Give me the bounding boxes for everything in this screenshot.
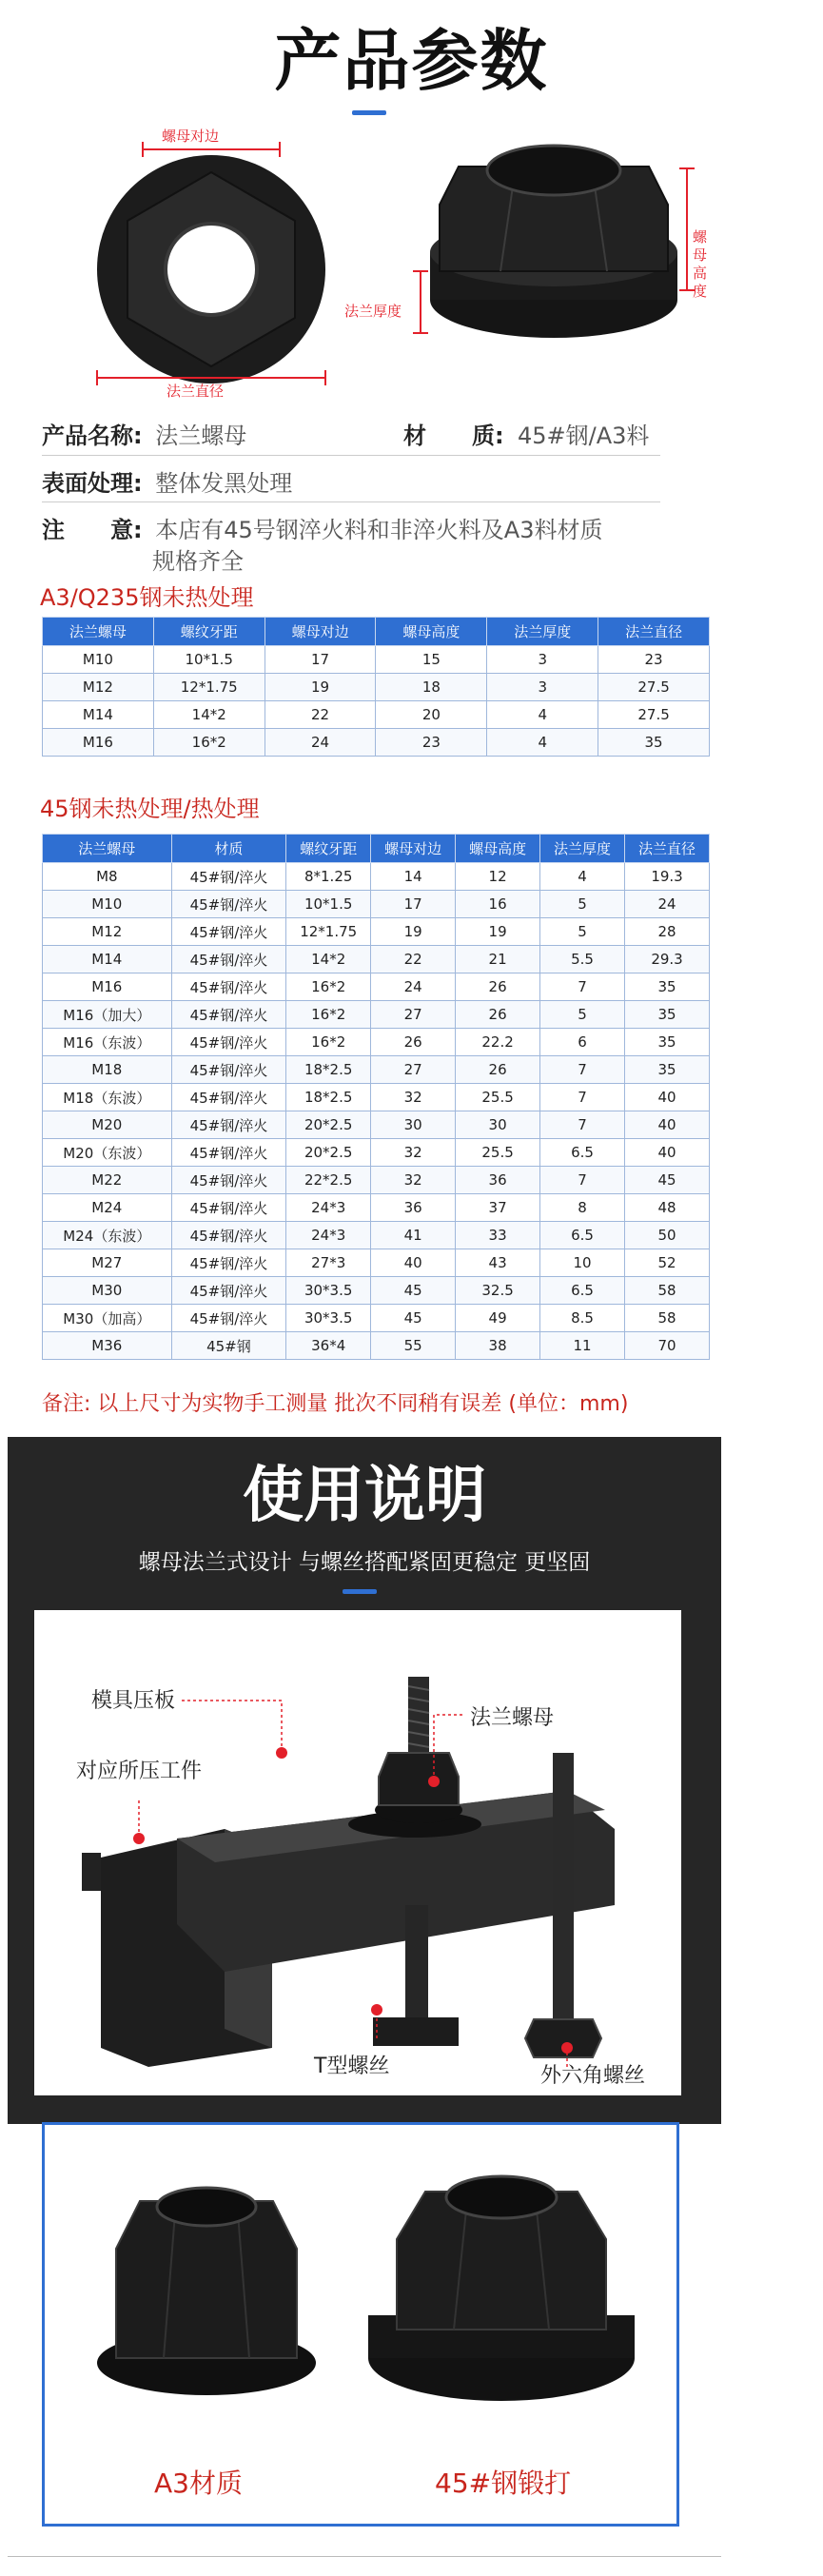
table-cell: 10: [540, 1249, 625, 1277]
table-cell: 45#钢/淬火: [171, 1029, 286, 1056]
table-cell: 27.5: [598, 701, 710, 729]
table-cell: 48: [625, 1194, 710, 1222]
table-cell: M12: [43, 674, 154, 701]
table-cell: 24: [265, 729, 376, 757]
table-cell: 45: [625, 1167, 710, 1194]
table-cell: M20（东波）: [43, 1139, 172, 1167]
table-cell: 58: [625, 1277, 710, 1305]
column-header: 材质: [171, 835, 286, 863]
table1-heading: A3/Q235钢未热处理: [40, 584, 254, 611]
table-cell: 21: [456, 946, 540, 973]
divider: [8, 2556, 721, 2557]
table-cell: M8: [43, 863, 172, 891]
table-cell: 27: [371, 1001, 456, 1029]
table-cell: 19: [371, 918, 456, 946]
usage-illustration-panel: [34, 1610, 681, 2095]
callout-workpiece: 对应所压工件: [76, 1760, 203, 1783]
table-cell: M12: [43, 918, 172, 946]
table-cell: 45#钢/淬火: [171, 918, 286, 946]
table-cell: 18*2.5: [286, 1084, 371, 1111]
table-cell: 24: [371, 973, 456, 1001]
table-cell: 20*2.5: [286, 1139, 371, 1167]
table-cell: 22: [371, 946, 456, 973]
table-cell: 45#钢/淬火: [171, 1084, 286, 1111]
table-cell: 49: [456, 1305, 540, 1332]
column-header: 螺纹牙距: [153, 618, 265, 646]
table-row: [43, 1167, 710, 1194]
table-cell: 17: [371, 891, 456, 918]
table-row: [43, 1194, 710, 1222]
table-cell: M10: [43, 646, 154, 674]
table-cell: 45#钢/淬火: [171, 891, 286, 918]
table-cell: 24: [625, 891, 710, 918]
table-cell: 15: [376, 646, 487, 674]
table-cell: 55: [371, 1332, 456, 1360]
table-cell: 14: [371, 863, 456, 891]
table-cell: 45#钢/淬火: [171, 1001, 286, 1029]
table-cell: M18: [43, 1056, 172, 1084]
column-header: 法兰螺母: [43, 835, 172, 863]
callout-flange-nut: 法兰螺母: [470, 1706, 555, 1730]
table-row: [43, 1249, 710, 1277]
table-cell: M14: [43, 701, 154, 729]
table-cell: 43: [456, 1249, 540, 1277]
table-cell: 45#钢/淬火: [171, 1305, 286, 1332]
label-across-flats: 螺母对边: [162, 128, 220, 145]
usage-underline: [343, 1589, 377, 1594]
material-nuts-photo: [45, 2125, 676, 2524]
table-cell: M30（加高）: [43, 1305, 172, 1332]
measurement-note: 备注: 以上尺寸为实物手工测量 批次不同稍有误差 (单位：mm): [42, 1392, 629, 1416]
table-cell: 18*2.5: [286, 1056, 371, 1084]
table-cell: 40: [371, 1249, 456, 1277]
table-row: [43, 1222, 710, 1249]
table-cell: 25.5: [456, 1139, 540, 1167]
column-header: 法兰厚度: [487, 618, 598, 646]
table-cell: 22: [265, 701, 376, 729]
table-cell: 16*2: [286, 973, 371, 1001]
spec-row-surface: [42, 464, 660, 498]
label-flange-diameter: 法兰直径: [167, 383, 225, 400]
table-cell: 45#钢/淬火: [171, 946, 286, 973]
spec-label: 注 意:: [42, 517, 143, 543]
table-cell: M24（东波）: [43, 1222, 172, 1249]
table-cell: 4: [540, 863, 625, 891]
table-cell: 36: [371, 1194, 456, 1222]
table-cell: 38: [456, 1332, 540, 1360]
table-cell: 18: [376, 674, 487, 701]
table-cell: 45#钢/淬火: [171, 973, 286, 1001]
spec-label: 表面处理:: [42, 470, 143, 497]
table-cell: 26: [371, 1029, 456, 1056]
spec-row-name: [42, 417, 660, 450]
spec-table-a3: [42, 617, 710, 757]
table-cell: 7: [540, 1167, 625, 1194]
table-cell: 14*2: [153, 701, 265, 729]
table-cell: M10: [43, 891, 172, 918]
table-cell: 12*1.75: [153, 674, 265, 701]
column-header: 螺纹牙距: [286, 835, 371, 863]
table-cell: 7: [540, 973, 625, 1001]
table-cell: 35: [598, 729, 710, 757]
table-row: [43, 1056, 710, 1084]
table-cell: 10*1.5: [153, 646, 265, 674]
spec-row-notice-line2: [152, 542, 771, 576]
table-row: [43, 946, 710, 973]
table-cell: 45: [371, 1305, 456, 1332]
table-cell: 32: [371, 1084, 456, 1111]
table-cell: 16: [456, 891, 540, 918]
table-cell: 33: [456, 1222, 540, 1249]
divider: [42, 501, 660, 502]
label-flange-thickness: 法兰厚度: [344, 303, 402, 320]
callout-dot: [133, 1833, 145, 1844]
table-cell: M18（东波）: [43, 1084, 172, 1111]
table-cell: 5: [540, 918, 625, 946]
table-row: [43, 1139, 710, 1167]
table-cell: 3: [487, 674, 598, 701]
table-cell: M20: [43, 1111, 172, 1139]
table-row: [43, 1111, 710, 1139]
table-cell: 45#钢/淬火: [171, 1249, 286, 1277]
usage-subtitle: 螺母法兰式设计 与螺丝搭配紧固更稳定 更坚固: [138, 1550, 591, 1575]
spec-table-45-steel: [42, 834, 710, 1360]
table-cell: 45#钢/淬火: [171, 1277, 286, 1305]
table-row: [43, 1332, 710, 1360]
spec-row-notice: [42, 511, 660, 544]
table-cell: M16（东波）: [43, 1029, 172, 1056]
spec-label: 产品名称:: [42, 423, 143, 449]
table-cell: 12: [456, 863, 540, 891]
table-cell: 41: [371, 1222, 456, 1249]
table-cell: 5: [540, 891, 625, 918]
table-cell: 25.5: [456, 1084, 540, 1111]
table-row: [43, 674, 710, 701]
table-cell: M22: [43, 1167, 172, 1194]
table-cell: 45#钢/淬火: [171, 863, 286, 891]
table-cell: 30*3.5: [286, 1305, 371, 1332]
table-cell: M14: [43, 946, 172, 973]
label-a3-material: A3材质: [154, 2468, 243, 2499]
spec-value: 法兰螺母: [155, 423, 247, 449]
table-cell: 19: [456, 918, 540, 946]
table-cell: 6.5: [540, 1277, 625, 1305]
table-row: [43, 729, 710, 757]
table-cell: M30: [43, 1277, 172, 1305]
page-title: 产品参数: [274, 22, 549, 100]
column-header: 法兰螺母: [43, 618, 154, 646]
table-cell: 16*2: [286, 1029, 371, 1056]
table-row: [43, 891, 710, 918]
table-cell: 4: [487, 701, 598, 729]
table-cell: 52: [625, 1249, 710, 1277]
table2-heading: 45钢未热处理/热处理: [40, 796, 260, 822]
table-row: [43, 973, 710, 1001]
thread-hole: [166, 224, 257, 315]
nut-dimension-diagram: [86, 128, 695, 404]
callout-dot: [276, 1747, 287, 1759]
table-cell: M24: [43, 1194, 172, 1222]
table-cell: 6.5: [540, 1222, 625, 1249]
spec-value: 规格齐全: [152, 548, 244, 575]
table-cell: 35: [625, 1001, 710, 1029]
table-cell: 26: [456, 1001, 540, 1029]
table-cell: 29.3: [625, 946, 710, 973]
table-cell: 27: [371, 1056, 456, 1084]
table-cell: 23: [598, 646, 710, 674]
material-comparison-panel: [42, 2122, 679, 2527]
table-cell: 45#钢/淬火: [171, 1222, 286, 1249]
spec-value: 本店有45号钢淬火料和非淬火料及A3料材质: [155, 517, 603, 543]
table-cell: 40: [625, 1111, 710, 1139]
table-cell: 36: [456, 1167, 540, 1194]
table-cell: 10*1.5: [286, 891, 371, 918]
table-row: [43, 1305, 710, 1332]
callout-t-bolt: T型螺丝: [314, 2055, 390, 2078]
column-header: 法兰直径: [625, 835, 710, 863]
callout-hex-bolt: 外六角螺丝: [540, 2064, 646, 2088]
table-cell: 40: [625, 1084, 710, 1111]
label-45-steel-forged: 45#钢锻打: [435, 2468, 572, 2499]
table-row: [43, 1029, 710, 1056]
usage-title: 使用说明: [243, 1461, 486, 1531]
spec-label: 材 质:: [403, 423, 504, 449]
callout-dot: [371, 2004, 382, 2016]
table-cell: 35: [625, 1029, 710, 1056]
table-cell: 17: [265, 646, 376, 674]
table-row: [43, 863, 710, 891]
spec-value: 45#钢/A3料: [518, 423, 650, 449]
table-cell: 12*1.75: [286, 918, 371, 946]
clamp-assembly-illustration: [34, 1610, 681, 2095]
table-cell: 7: [540, 1056, 625, 1084]
table-cell: 35: [625, 1056, 710, 1084]
table-cell: 24*3: [286, 1222, 371, 1249]
label-nut-height: 螺母高度: [693, 228, 708, 300]
table-cell: 26: [456, 973, 540, 1001]
spec-value: 整体发黑处理: [155, 470, 293, 497]
table-cell: 8*1.25: [286, 863, 371, 891]
table-cell: 45: [371, 1277, 456, 1305]
callout-dot: [561, 2042, 573, 2054]
table-cell: 70: [625, 1332, 710, 1360]
table-row: [43, 1001, 710, 1029]
table-cell: 22.2: [456, 1029, 540, 1056]
table-cell: 16*2: [153, 729, 265, 757]
table-cell: 14*2: [286, 946, 371, 973]
table-cell: 20: [376, 701, 487, 729]
table-cell: 8: [540, 1194, 625, 1222]
table-cell: 28: [625, 918, 710, 946]
table-cell: 50: [625, 1222, 710, 1249]
table-cell: 5: [540, 1001, 625, 1029]
table-cell: M16: [43, 973, 172, 1001]
table-cell: M16（加大）: [43, 1001, 172, 1029]
table-cell: 6: [540, 1029, 625, 1056]
column-header: 螺母高度: [456, 835, 540, 863]
column-header: 螺母对边: [371, 835, 456, 863]
table-cell: 3: [487, 646, 598, 674]
table-cell: 58: [625, 1305, 710, 1332]
table-cell: 45#钢/淬火: [171, 1111, 286, 1139]
table-cell: 45#钢/淬火: [171, 1167, 286, 1194]
callout-clamp-plate: 模具压板: [91, 1689, 176, 1713]
column-header: 法兰直径: [598, 618, 710, 646]
table-cell: 27.5: [598, 674, 710, 701]
table-cell: 45#钢/淬火: [171, 1056, 286, 1084]
table-cell: 19.3: [625, 863, 710, 891]
table-cell: 35: [625, 973, 710, 1001]
divider: [42, 455, 660, 456]
table-cell: 45#钢/淬火: [171, 1139, 286, 1167]
table-cell: 19: [265, 674, 376, 701]
table-row: [43, 701, 710, 729]
table-cell: 30: [456, 1111, 540, 1139]
table-cell: 30*3.5: [286, 1277, 371, 1305]
table-cell: 16*2: [286, 1001, 371, 1029]
table-cell: 7: [540, 1084, 625, 1111]
table-cell: 7: [540, 1111, 625, 1139]
table-cell: 4: [487, 729, 598, 757]
table-row: [43, 1084, 710, 1111]
table-cell: M36: [43, 1332, 172, 1360]
table-cell: 20*2.5: [286, 1111, 371, 1139]
table-row: [43, 646, 710, 674]
table-cell: 5.5: [540, 946, 625, 973]
table-cell: 6.5: [540, 1139, 625, 1167]
table-cell: M27: [43, 1249, 172, 1277]
table-cell: M16: [43, 729, 154, 757]
table-row: [43, 1277, 710, 1305]
table-cell: 45#钢: [171, 1332, 286, 1360]
table-cell: 32: [371, 1167, 456, 1194]
table-cell: 40: [625, 1139, 710, 1167]
callout-dot: [428, 1776, 440, 1787]
table-cell: 11: [540, 1332, 625, 1360]
column-header: 法兰厚度: [540, 835, 625, 863]
table-cell: 30: [371, 1111, 456, 1139]
table-cell: 26: [456, 1056, 540, 1084]
table-cell: 36*4: [286, 1332, 371, 1360]
table-cell: 23: [376, 729, 487, 757]
table-cell: 22*2.5: [286, 1167, 371, 1194]
column-header: 螺母对边: [265, 618, 376, 646]
table-cell: 27*3: [286, 1249, 371, 1277]
table-cell: 32: [371, 1139, 456, 1167]
table-cell: 45#钢/淬火: [171, 1194, 286, 1222]
table-row: [43, 918, 710, 946]
title-underline: [352, 110, 386, 115]
column-header: 螺母高度: [376, 618, 487, 646]
table-cell: 24*3: [286, 1194, 371, 1222]
table-cell: 37: [456, 1194, 540, 1222]
table-cell: 8.5: [540, 1305, 625, 1332]
table-cell: 32.5: [456, 1277, 540, 1305]
